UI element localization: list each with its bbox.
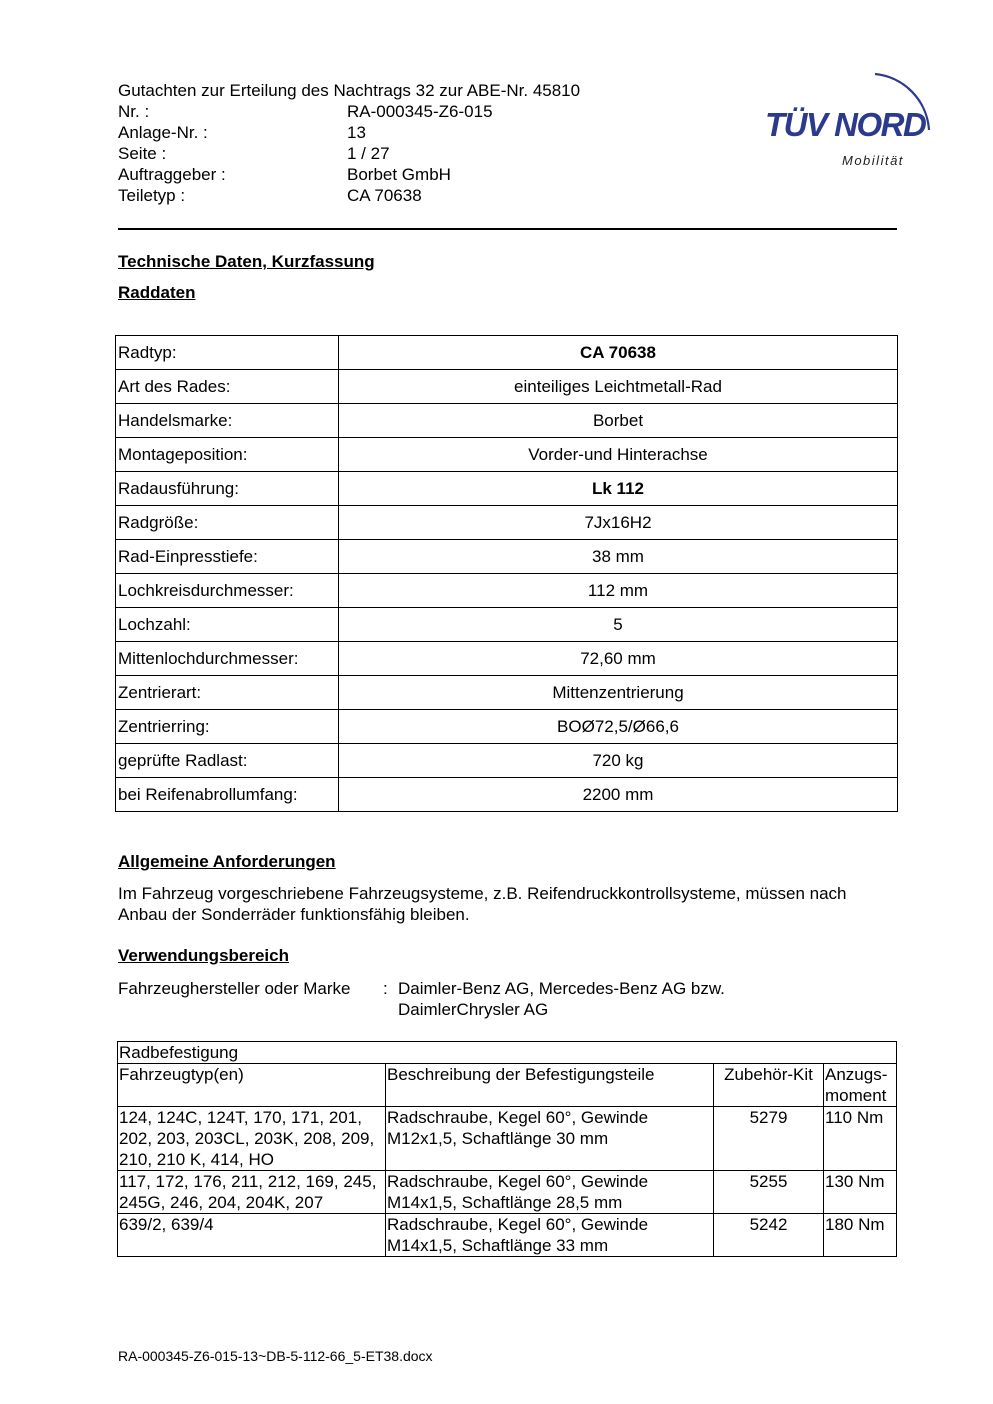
raddaten-value: 72,60 mm bbox=[339, 642, 898, 676]
column-header: Beschreibung der Befestigungsteile bbox=[386, 1064, 714, 1107]
table-row bbox=[116, 642, 898, 676]
raddaten-key: geprüfte Radlast: bbox=[116, 744, 339, 778]
heading-kurzfassung: Technische Daten, Kurzfassung bbox=[118, 252, 375, 271]
table-row bbox=[116, 438, 898, 472]
meta-value: 13 bbox=[347, 123, 366, 142]
table-cell: 110 Nm bbox=[824, 1107, 897, 1171]
table-row bbox=[116, 472, 898, 506]
raddaten-table bbox=[115, 335, 898, 812]
meta-value: RA-000345-Z6-015 bbox=[347, 102, 493, 121]
meta-row-anlage bbox=[118, 122, 493, 143]
raddaten-value: Lk 112 bbox=[339, 472, 898, 506]
table-cell: 5279 bbox=[714, 1107, 824, 1171]
raddaten-key: Rad-Einpresstiefe: bbox=[116, 540, 339, 574]
table-cell: 5255 bbox=[714, 1171, 824, 1214]
raddaten-key: Zentrierring: bbox=[116, 710, 339, 744]
raddaten-value: 38 mm bbox=[339, 540, 898, 574]
radbefestigung-table bbox=[117, 1041, 897, 1257]
raddaten-value: 112 mm bbox=[339, 574, 898, 608]
raddaten-key: bei Reifenabrollumfang: bbox=[116, 778, 339, 812]
raddaten-value: Vorder-und Hinterachse bbox=[339, 438, 898, 472]
logo-graphic bbox=[765, 58, 945, 173]
raddaten-key: Art des Rades: bbox=[116, 370, 339, 404]
meta-key: Seite : bbox=[118, 144, 167, 163]
meta-value: 1 / 27 bbox=[347, 144, 390, 163]
table-cell: 639/2, 639/4 bbox=[118, 1214, 386, 1257]
heading-anforderungen: Allgemeine Anforderungen bbox=[118, 852, 336, 871]
verwendung-value: Daimler-Benz AG, Mercedes-Benz AG bzw. DaimlerChrysler AG bbox=[398, 979, 725, 1019]
raddaten-key: Montageposition: bbox=[116, 438, 339, 472]
raddaten-key: Lochkreisdurchmesser: bbox=[116, 574, 339, 608]
meta-key: Auftraggeber : bbox=[118, 165, 226, 184]
document-title: Gutachten zur Erteilung des Nachtrags 32 zur ABE-Nr. 45810 bbox=[118, 81, 581, 100]
raddaten-value: 7Jx16H2 bbox=[339, 506, 898, 540]
table-caption-row bbox=[118, 1042, 897, 1064]
raddaten-key: Lochzahl: bbox=[116, 608, 339, 642]
table-row bbox=[118, 1171, 897, 1214]
raddaten-key: Radausführung: bbox=[116, 472, 339, 506]
table-row bbox=[116, 370, 898, 404]
table-row bbox=[116, 404, 898, 438]
meta-value: Borbet GmbH bbox=[347, 165, 451, 184]
raddaten-key: Handelsmarke: bbox=[116, 404, 339, 438]
column-header: Zubehör-Kit bbox=[714, 1064, 824, 1107]
meta-row-teiletyp bbox=[118, 185, 493, 206]
logo-brand-text: TÜV NORD bbox=[765, 106, 926, 143]
raddaten-key: Mittenlochdurchmesser: bbox=[116, 642, 339, 676]
table-cell: 130 Nm bbox=[824, 1171, 897, 1214]
meta-key: Teiletyp : bbox=[118, 186, 186, 205]
footer-filename: RA-000345-Z6-015-13~DB-5-112-66_5-ET38.docx bbox=[118, 1348, 433, 1364]
table-caption: Radbefestigung bbox=[118, 1042, 897, 1064]
column-header: Fahrzeugtyp(en) bbox=[118, 1064, 386, 1107]
table-row bbox=[118, 1107, 897, 1171]
meta-key: Nr. : bbox=[118, 102, 150, 121]
raddaten-value: 5 bbox=[339, 608, 898, 642]
raddaten-key: Radgröße: bbox=[116, 506, 339, 540]
meta-value: CA 70638 bbox=[347, 186, 422, 205]
table-cell: Radschraube, Kegel 60°, Gewinde M12x1,5, Schaftlänge 30 mm bbox=[386, 1107, 714, 1171]
anforderungen-text: Im Fahrzeug vorgeschriebene Fahrzeugsysteme, z.B. Reifendruckkontrollsysteme, müssen nach Anbau der Sonderräder funktionsfähig bleiben. bbox=[118, 884, 847, 924]
table-row bbox=[116, 710, 898, 744]
table-row bbox=[116, 778, 898, 812]
table-row bbox=[116, 574, 898, 608]
heading-verwendung: Verwendungsbereich bbox=[118, 946, 289, 965]
raddaten-value: Borbet bbox=[339, 404, 898, 438]
table-row bbox=[116, 608, 898, 642]
raddaten-value: CA 70638 bbox=[339, 336, 898, 370]
meta-row-seite bbox=[118, 143, 493, 164]
table-row bbox=[116, 540, 898, 574]
header-divider bbox=[118, 228, 897, 230]
table-row bbox=[116, 336, 898, 370]
tuev-nord-logo bbox=[765, 58, 945, 173]
heading-raddaten: Raddaten bbox=[118, 283, 196, 302]
column-header: Anzugs-moment bbox=[824, 1064, 897, 1107]
header-meta bbox=[118, 101, 493, 206]
table-cell: 124, 124C, 124T, 170, 171, 201, 202, 203, 203CL, 203K, 208, 209, 210, 210 K, 414, HO bbox=[118, 1107, 386, 1171]
raddaten-key: Radtyp: bbox=[116, 336, 339, 370]
raddaten-value: 2200 mm bbox=[339, 778, 898, 812]
table-header-row bbox=[118, 1064, 897, 1107]
table-cell: 180 Nm bbox=[824, 1214, 897, 1257]
raddaten-value: Mittenzentrierung bbox=[339, 676, 898, 710]
meta-key: Anlage-Nr. : bbox=[118, 123, 208, 142]
meta-row-auftraggeber bbox=[118, 164, 493, 185]
meta-row-nr bbox=[118, 101, 493, 122]
table-row bbox=[118, 1214, 897, 1257]
table-row bbox=[116, 676, 898, 710]
raddaten-value: BOØ72,5/Ø66,6 bbox=[339, 710, 898, 744]
raddaten-value: einteiliges Leichtmetall-Rad bbox=[339, 370, 898, 404]
raddaten-key: Zentrierart: bbox=[116, 676, 339, 710]
verwendung-colon: : bbox=[383, 979, 388, 998]
table-row bbox=[116, 744, 898, 778]
table-cell: 117, 172, 176, 211, 212, 169, 245, 245G, 246, 204, 204K, 207 bbox=[118, 1171, 386, 1214]
table-cell: Radschraube, Kegel 60°, Gewinde M14x1,5, Schaftlänge 28,5 mm bbox=[386, 1171, 714, 1214]
table-cell: Radschraube, Kegel 60°, Gewinde M14x1,5, Schaftlänge 33 mm bbox=[386, 1214, 714, 1257]
table-row bbox=[116, 506, 898, 540]
logo-sub-text: Mobilität bbox=[842, 153, 904, 168]
verwendung-key: Fahrzeughersteller oder Marke bbox=[118, 979, 351, 998]
table-cell: 5242 bbox=[714, 1214, 824, 1257]
raddaten-value: 720 kg bbox=[339, 744, 898, 778]
